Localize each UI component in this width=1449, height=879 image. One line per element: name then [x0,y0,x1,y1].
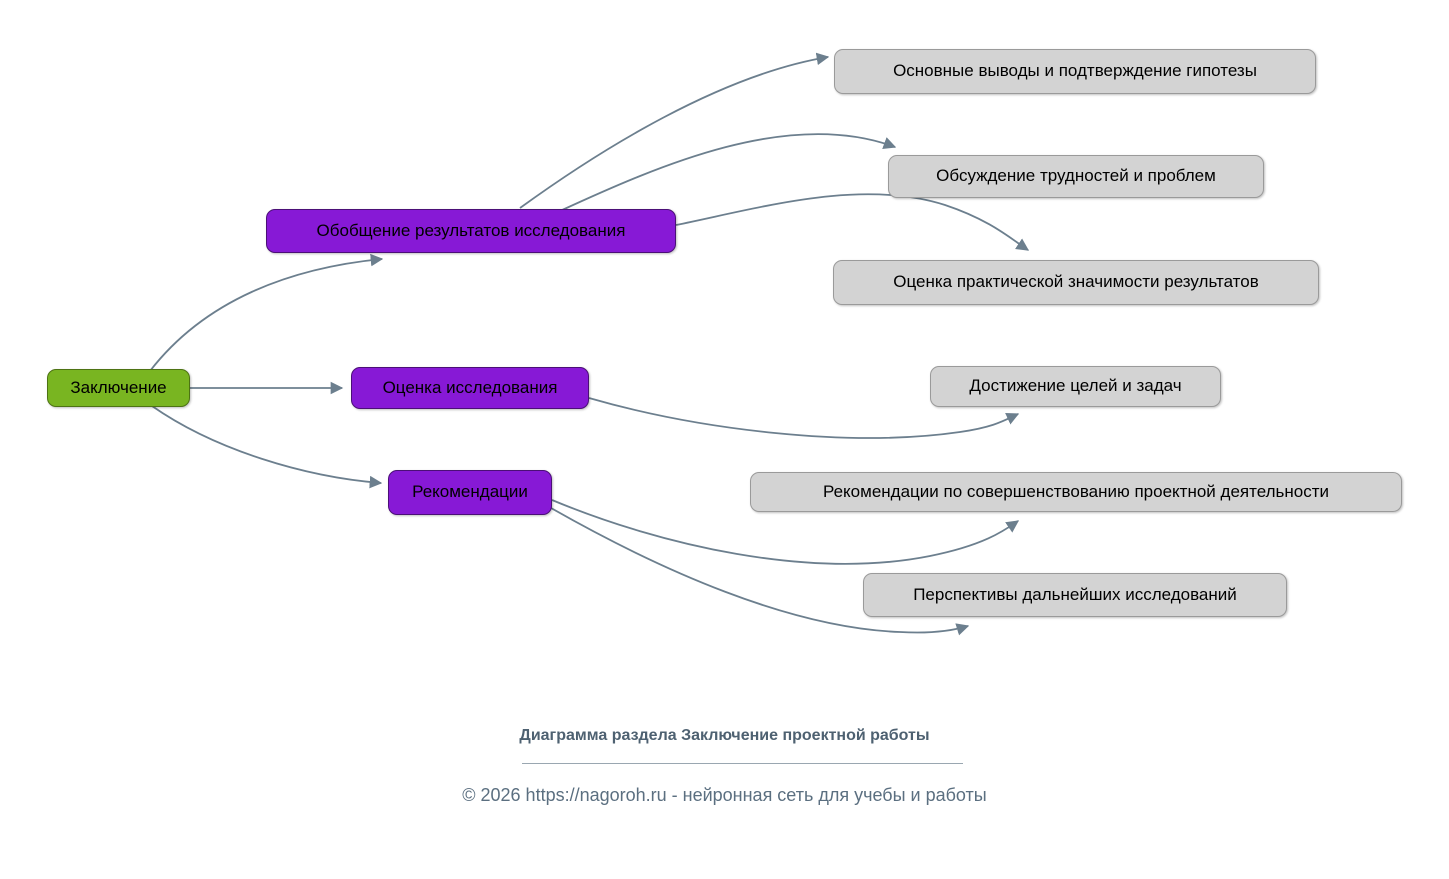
node-root[interactable] [47,369,190,407]
caption-divider [522,763,963,764]
node-leaf-vyvody[interactable] [834,49,1316,94]
node-leaf-perspektivy[interactable] [863,573,1287,617]
node-root-label: Заключение [70,377,167,397]
node-branch-obobshchenie[interactable] [266,209,676,253]
node-leaf-sovershenstvovanie[interactable] [750,472,1402,512]
node-branch-ocenka-label: Оценка исследования [382,377,558,397]
edge-obobshchenie-to-vyvody [520,57,828,208]
node-leaf-dostizhenie[interactable] [930,366,1221,407]
node-leaf-sovershenstvovanie-label: Рекомендации по совершенствованию проектной деятельности [823,481,1329,501]
node-branch-rekomendacii-label: Рекомендации [412,482,528,502]
node-branch-ocenka[interactable] [351,367,589,409]
node-branch-rekomendacii[interactable] [388,470,552,515]
edge-obobshchenie-to-trudnosti [560,134,895,211]
node-leaf-trudnosti[interactable] [888,155,1264,198]
diagram-caption [0,727,1449,745]
node-leaf-znachimost-label: Оценка практической значимости результатов [893,272,1259,292]
diagram-footer-text: © 2026 https://nagoroh.ru - нейронная сеть для учебы и работы [462,785,987,805]
edge-root-to-obobshchenie [150,259,382,371]
node-branch-obobshchenie-label: Обобщение результатов исследования [316,220,626,240]
diagram-footer [0,785,1449,806]
edge-root-to-rekomendacii [152,406,381,483]
node-leaf-vyvody-label: Основные выводы и подтверждение гипотезы [893,61,1257,81]
edge-obobshchenie-to-znachimost [676,194,1028,250]
diagram-caption-text: Диаграмма раздела Заключение проектной работы [519,727,930,744]
node-leaf-trudnosti-label: Обсуждение трудностей и проблем [936,166,1216,186]
node-leaf-perspektivy-label: Перспективы дальнейших исследований [913,584,1237,604]
node-leaf-dostizhenie-label: Достижение целей и задач [969,376,1182,396]
node-leaf-znachimost[interactable] [833,260,1319,305]
